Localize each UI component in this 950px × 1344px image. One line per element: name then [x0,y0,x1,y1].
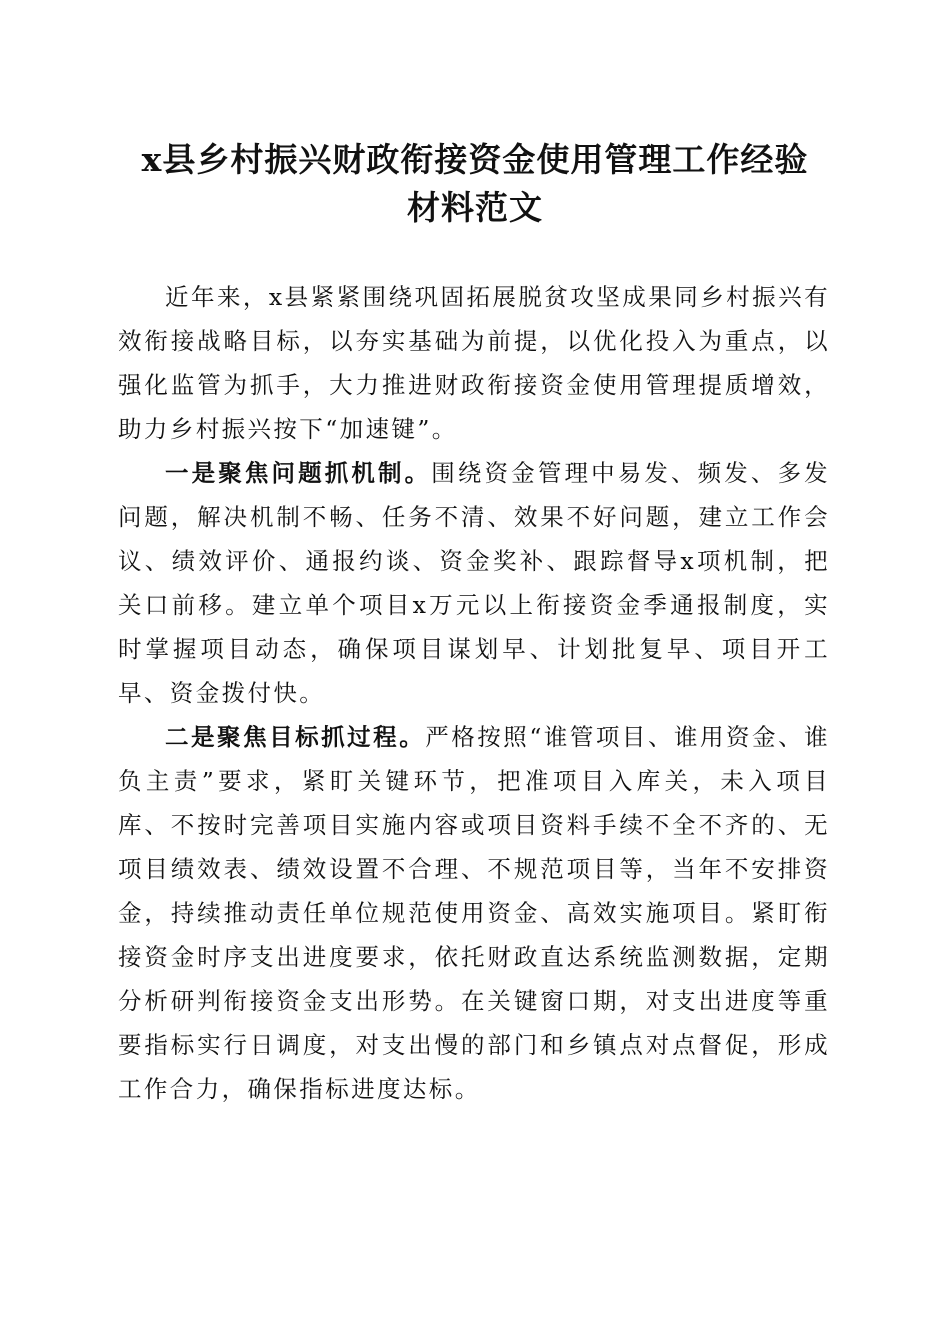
paragraph-intro-text: 近年来，x县紧紧围绕巩固拓展脱贫攻坚成果同乡村振兴有效衔接战略目标，以夯实基础为前提，以优化投入为重点，以强化监管为抓手，大力推进财政衔接资金使用管理提质增效，助力乡村振兴按下“加速键”。 [118,283,830,443]
paragraph-intro [118,275,830,451]
paragraph-process [118,715,830,1111]
document-title [100,136,850,232]
title-line-2: 材料范文 [407,188,543,227]
title-line-1: x县乡村振兴财政衔接资金使用管理工作经验 [141,140,809,179]
paragraph-mechanism [118,451,830,715]
paragraph-process-text: 严格按照“谁管项目、谁用资金、谁负主责”要求，紧盯关键环节，把准项目入库关，未入项目库、不按时完善项目实施内容或项目资料手续不全不齐的、无项目绩效表、绩效设置不合理、不规范项目等，当年不安排资金，持续推动责任单位规范使用资金、高效实施项目。紧盯衔接资金时序支出进度要求，依托财政直达系统监测数据，定期分析研判衔接资金支出形势。在关键窗口期，对支出进度等重要指标实行日调度，对支出慢的部门和乡镇点对点督促，形成工作合力，确保指标进度达标。 [118,723,830,1103]
paragraph-mechanism-text: 围绕资金管理中易发、频发、多发问题，解决机制不畅、任务不清、效果不好问题，建立工作会议、绩效评价、通报约谈、资金奖补、跟踪督导x项机制，把关口前移。建立单个项目x万元以上衔接资金季通报制度，实时掌握项目动态，确保项目谋划早、计划批复早、项目开工早、资金拨付快。 [118,459,831,707]
paragraph-mechanism-lead: 一是聚焦问题抓机制。 [165,459,432,487]
document-body [118,275,830,1111]
paragraph-process-lead: 二是聚焦目标抓过程。 [165,723,426,751]
